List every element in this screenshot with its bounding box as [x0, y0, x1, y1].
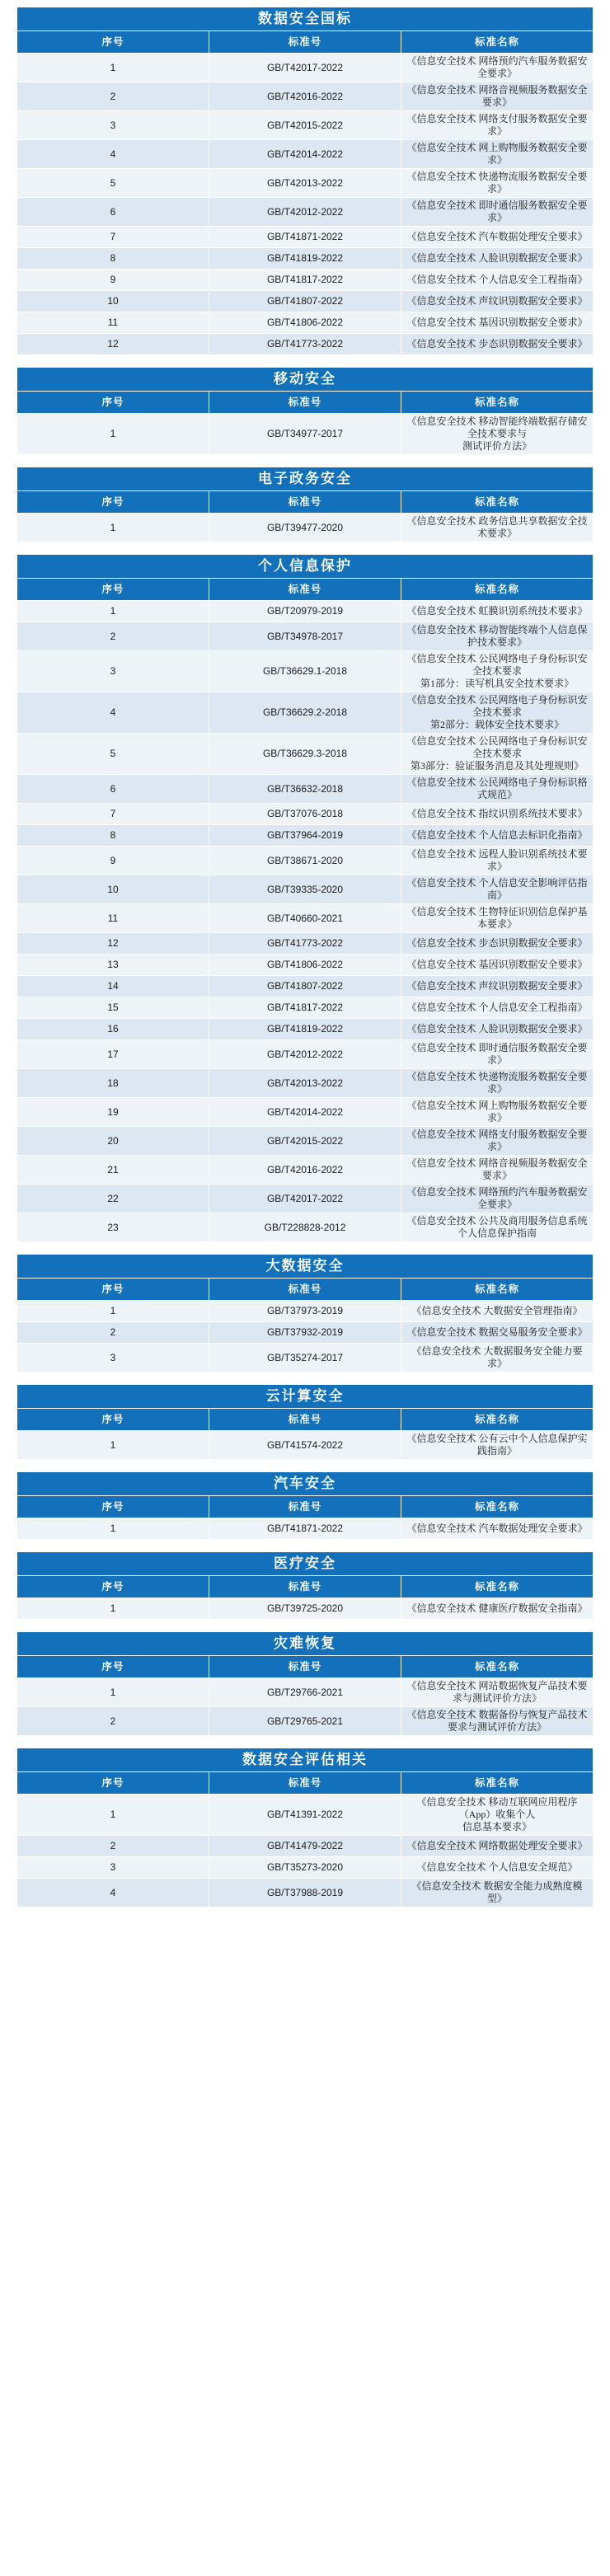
table-header-row	[17, 1656, 594, 1678]
cell-index: 14	[17, 976, 209, 997]
table-row	[17, 976, 594, 997]
table-row	[17, 169, 594, 198]
cell-standard-code: GB/T42012-2022	[209, 198, 401, 227]
table-row	[17, 601, 594, 622]
cell-index: 4	[17, 1879, 209, 1907]
section-title: 个人信息保护	[17, 555, 594, 579]
cell-standard-name: 《信息安全技术 个人信息安全工程指南》	[401, 270, 594, 291]
cell-standard-code: GB/T35274-2017	[209, 1344, 401, 1372]
cell-standard-name: 《信息安全技术 网上购物服务数据安全要求》	[401, 1098, 594, 1127]
cell-index: 12	[17, 334, 209, 355]
cell-standard-name: 《信息安全技术 移动智能终端个人信息保护技术要求》	[401, 622, 594, 651]
cell-standard-name: 《信息安全技术 网站数据恢复产品技术要求与测试评价方法》	[401, 1678, 594, 1707]
cell-standard-name: 《信息安全技术 人脸识别数据安全要求》	[401, 1019, 594, 1040]
section-title: 灾难恢复	[17, 1632, 594, 1656]
text-line: 第2部分：载体安全技术要求》	[429, 719, 564, 730]
cell-standard-code: GB/T37932-2019	[209, 1322, 401, 1344]
cell-standard-code: GB/T42013-2022	[209, 1069, 401, 1098]
table-header-row	[17, 1279, 594, 1301]
cell-index: 7	[17, 227, 209, 248]
cell-index: 1	[17, 1431, 209, 1460]
cell-standard-code: GB/T42014-2022	[209, 140, 401, 169]
cell-standard-name: 《信息安全技术 数据交易服务安全要求》	[401, 1322, 594, 1344]
text-line: 《信息安全技术 移动智能终端数据存储安全技术要求与	[406, 415, 588, 439]
cell-index: 8	[17, 825, 209, 847]
cell-standard-code: GB/T35273-2020	[209, 1857, 401, 1879]
cell-standard-name: 《信息安全技术 基因识别数据安全要求》	[401, 955, 594, 976]
table-header-row	[17, 579, 594, 601]
standards-section	[16, 1384, 594, 1460]
cell-index: 1	[17, 514, 209, 542]
cell-standard-code: GB/T29766-2021	[209, 1678, 401, 1707]
column-header-code: 标准号	[209, 1409, 401, 1431]
section-title: 大数据安全	[17, 1255, 594, 1279]
cell-index: 12	[17, 933, 209, 955]
cell-standard-code: GB/T41479-2022	[209, 1836, 401, 1857]
table-row	[17, 1879, 594, 1907]
column-header-index: 序号	[17, 1409, 209, 1431]
column-header-index: 序号	[17, 579, 209, 601]
cell-standard-code: GB/T37988-2019	[209, 1879, 401, 1907]
standards-section	[16, 367, 594, 455]
column-header-index: 序号	[17, 392, 209, 414]
cell-index: 15	[17, 997, 209, 1019]
cell-standard-code: GB/T20979-2019	[209, 601, 401, 622]
standards-section	[16, 467, 594, 542]
cell-standard-name: 《信息安全技术 即时通信服务数据安全要求》	[401, 198, 594, 227]
cell-index: 3	[17, 651, 209, 692]
cell-index: 1	[17, 1598, 209, 1620]
standards-section	[16, 1748, 594, 1907]
text-line: 《信息安全技术 公民网络电子身份标识安全技术要求	[406, 653, 588, 677]
cell-standard-code: GB/T34977-2017	[209, 414, 401, 455]
table-row	[17, 198, 594, 227]
cell-index: 17	[17, 1040, 209, 1069]
text-line: 信息基本要求》	[462, 1821, 532, 1832]
table-row	[17, 1301, 594, 1322]
standards-table	[16, 1384, 594, 1460]
standards-section	[16, 554, 594, 1242]
cell-standard-code: GB/T41773-2022	[209, 334, 401, 355]
table-row	[17, 825, 594, 847]
table-row	[17, 1598, 594, 1620]
cell-standard-name: 《信息安全技术 网络支付服务数据安全要求》	[401, 111, 594, 140]
cell-standard-code: GB/T36629.3-2018	[209, 734, 401, 775]
cell-index: 2	[17, 1322, 209, 1344]
standards-table	[16, 1471, 594, 1540]
cell-standard-name: 《信息安全技术 汽车数据处理安全要求》	[401, 227, 594, 248]
text-line: 《信息安全技术 公民网络电子身份标识安全技术要求	[406, 735, 588, 759]
cell-standard-name: 《信息安全技术 个人信息安全规范》	[401, 1857, 594, 1879]
cell-standard-name	[401, 651, 594, 692]
cell-standard-name: 《信息安全技术 公有云中个人信息保护实践指南》	[401, 1431, 594, 1460]
cell-standard-name: 《信息安全技术 即时通信服务数据安全要求》	[401, 1040, 594, 1069]
table-row	[17, 804, 594, 825]
cell-standard-code: GB/T40660-2021	[209, 904, 401, 933]
cell-standard-code: GB/T42017-2022	[209, 54, 401, 82]
column-header-index: 序号	[17, 1576, 209, 1598]
cell-standard-name: 《信息安全技术 公共及商用服务信息系统个人信息保护指南	[401, 1213, 594, 1242]
cell-standard-code: GB/T39335-2020	[209, 875, 401, 904]
table-row	[17, 904, 594, 933]
section-title: 电子政务安全	[17, 467, 594, 491]
cell-standard-name	[401, 734, 594, 775]
table-header-row	[17, 1496, 594, 1518]
table-row	[17, 334, 594, 355]
table-row	[17, 82, 594, 111]
cell-standard-name: 《信息安全技术 步态识别数据安全要求》	[401, 933, 594, 955]
table-row	[17, 1127, 594, 1156]
table-row	[17, 1156, 594, 1185]
cell-standard-name: 《信息安全技术 生物特征识别信息保护基本要求》	[401, 904, 594, 933]
cell-index: 2	[17, 622, 209, 651]
cell-standard-name: 《信息安全技术 大数据安全管理指南》	[401, 1301, 594, 1322]
table-row	[17, 1707, 594, 1736]
cell-index: 21	[17, 1156, 209, 1185]
text-line: 第3部分：验证服务消息及其处理规则》	[410, 760, 584, 772]
table-row	[17, 54, 594, 82]
cell-standard-code: GB/T42017-2022	[209, 1185, 401, 1213]
table-row	[17, 1431, 594, 1460]
cell-standard-code: GB/T29765-2021	[209, 1707, 401, 1736]
cell-index: 2	[17, 1836, 209, 1857]
standards-table	[16, 7, 594, 355]
cell-index: 1	[17, 1678, 209, 1707]
cell-standard-name	[401, 414, 594, 455]
standards-table	[16, 1254, 594, 1372]
table-row	[17, 1518, 594, 1540]
section-title: 汽车安全	[17, 1472, 594, 1496]
cell-standard-code: GB/T41819-2022	[209, 1019, 401, 1040]
cell-standard-name: 《信息安全技术 基因识别数据安全要求》	[401, 312, 594, 334]
cell-standard-name: 《信息安全技术 政务信息共享数据安全技术要求》	[401, 514, 594, 542]
cell-standard-name: 《信息安全技术 健康医疗数据安全指南》	[401, 1598, 594, 1620]
cell-index: 10	[17, 875, 209, 904]
cell-index: 6	[17, 198, 209, 227]
cell-index: 18	[17, 1069, 209, 1098]
table-row	[17, 692, 594, 734]
table-row	[17, 1678, 594, 1707]
standards-table	[16, 367, 594, 455]
table-row	[17, 1344, 594, 1372]
cell-index: 22	[17, 1185, 209, 1213]
cell-standard-code: GB/T41819-2022	[209, 248, 401, 270]
cell-index: 19	[17, 1098, 209, 1127]
cell-index: 9	[17, 270, 209, 291]
standards-table	[16, 1631, 594, 1736]
standards-table	[16, 554, 594, 1242]
cell-standard-name: 《信息安全技术 网络支付服务数据安全要求》	[401, 1127, 594, 1156]
column-header-name: 标准名称	[401, 31, 594, 54]
cell-standard-code: GB/T42015-2022	[209, 1127, 401, 1156]
cell-standard-code: GB/T36629.1-2018	[209, 651, 401, 692]
table-row	[17, 1098, 594, 1127]
text-line: 《信息安全技术 移动互联网应用程序（App）收集个人	[416, 1796, 578, 1820]
column-header-name: 标准名称	[401, 1409, 594, 1431]
table-header-row	[17, 31, 594, 54]
standards-section	[16, 1471, 594, 1540]
table-row	[17, 1040, 594, 1069]
cell-standard-code: GB/T34978-2017	[209, 622, 401, 651]
cell-index: 13	[17, 955, 209, 976]
standards-table	[16, 1551, 594, 1620]
column-header-index: 序号	[17, 491, 209, 514]
table-row	[17, 514, 594, 542]
cell-index: 1	[17, 1518, 209, 1540]
cell-standard-code: GB/T39725-2020	[209, 1598, 401, 1620]
cell-index: 3	[17, 1857, 209, 1879]
cell-standard-name: 《信息安全技术 个人信息安全工程指南》	[401, 997, 594, 1019]
table-row	[17, 270, 594, 291]
column-header-code: 标准号	[209, 1656, 401, 1678]
table-row	[17, 955, 594, 976]
cell-standard-name: 《信息安全技术 个人信息去标识化指南》	[401, 825, 594, 847]
text-line: 测试评价方法》	[462, 440, 532, 452]
cell-standard-name: 《信息安全技术 汽车数据处理安全要求》	[401, 1518, 594, 1540]
cell-standard-code: GB/T41871-2022	[209, 1518, 401, 1540]
column-header-index: 序号	[17, 1656, 209, 1678]
cell-standard-code: GB/T37973-2019	[209, 1301, 401, 1322]
cell-standard-code: GB/T42014-2022	[209, 1098, 401, 1127]
cell-standard-name: 《信息安全技术 网络数据处理安全要求》	[401, 1836, 594, 1857]
table-header-row	[17, 392, 594, 414]
cell-standard-code: GB/T42015-2022	[209, 111, 401, 140]
cell-standard-code: GB/T228828-2012	[209, 1213, 401, 1242]
cell-standard-code: GB/T36632-2018	[209, 775, 401, 804]
cell-index: 3	[17, 111, 209, 140]
cell-standard-name: 《信息安全技术 声纹识别数据安全要求》	[401, 291, 594, 312]
table-row	[17, 1836, 594, 1857]
cell-index: 11	[17, 904, 209, 933]
column-header-code: 标准号	[209, 491, 401, 514]
cell-index: 5	[17, 734, 209, 775]
cell-standard-name: 《信息安全技术 网络音视频服务数据安全要求》	[401, 82, 594, 111]
cell-standard-name: 《信息安全技术 虹膜识别系统技术要求》	[401, 601, 594, 622]
cell-standard-name: 《信息安全技术 数据备份与恢复产品技术要求与测试评价方法》	[401, 1707, 594, 1736]
column-header-index: 序号	[17, 31, 209, 54]
section-title: 移动安全	[17, 368, 594, 392]
table-row	[17, 291, 594, 312]
section-title: 医疗安全	[17, 1552, 594, 1576]
cell-standard-name: 《信息安全技术 快递物流服务数据安全要求》	[401, 169, 594, 198]
cell-standard-code: GB/T36629.2-2018	[209, 692, 401, 734]
section-title: 数据安全国标	[17, 7, 594, 31]
column-header-name: 标准名称	[401, 1279, 594, 1301]
table-row	[17, 1069, 594, 1098]
table-row	[17, 775, 594, 804]
cell-standard-name: 《信息安全技术 大数据服务安全能力要求》	[401, 1344, 594, 1372]
table-row	[17, 1322, 594, 1344]
table-row	[17, 997, 594, 1019]
table-row	[17, 227, 594, 248]
cell-standard-name: 《信息安全技术 网络预约汽车服务数据安全要求》	[401, 54, 594, 82]
cell-index: 10	[17, 291, 209, 312]
column-header-name: 标准名称	[401, 1656, 594, 1678]
cell-standard-code: GB/T39477-2020	[209, 514, 401, 542]
table-row	[17, 651, 594, 692]
cell-index: 4	[17, 140, 209, 169]
column-header-name: 标准名称	[401, 1772, 594, 1795]
cell-index: 9	[17, 847, 209, 875]
column-header-code: 标准号	[209, 392, 401, 414]
table-row	[17, 1019, 594, 1040]
standards-section	[16, 1631, 594, 1736]
column-header-code: 标准号	[209, 1279, 401, 1301]
cell-index: 1	[17, 601, 209, 622]
cell-index: 1	[17, 1301, 209, 1322]
cell-standard-name: 《信息安全技术 网络预约汽车服务数据安全要求》	[401, 1185, 594, 1213]
cell-standard-name: 《信息安全技术 声纹识别数据安全要求》	[401, 976, 594, 997]
column-header-code: 标准号	[209, 579, 401, 601]
cell-standard-code: GB/T42012-2022	[209, 1040, 401, 1069]
cell-index: 16	[17, 1019, 209, 1040]
table-row	[17, 1185, 594, 1213]
cell-index: 7	[17, 804, 209, 825]
cell-index: 4	[17, 692, 209, 734]
table-row	[17, 875, 594, 904]
table-row	[17, 414, 594, 455]
column-header-name: 标准名称	[401, 579, 594, 601]
column-header-code: 标准号	[209, 31, 401, 54]
table-row	[17, 248, 594, 270]
standards-table	[16, 1748, 594, 1907]
cell-index: 1	[17, 1795, 209, 1836]
table-row	[17, 622, 594, 651]
cell-standard-code: GB/T42013-2022	[209, 169, 401, 198]
cell-standard-code: GB/T41871-2022	[209, 227, 401, 248]
table-row	[17, 1213, 594, 1242]
cell-standard-code: GB/T41817-2022	[209, 270, 401, 291]
section-title: 云计算安全	[17, 1385, 594, 1409]
cell-standard-code: GB/T41773-2022	[209, 933, 401, 955]
column-header-name: 标准名称	[401, 392, 594, 414]
cell-standard-code: GB/T41806-2022	[209, 955, 401, 976]
text-line: 第1部分：读写机具安全技术要求》	[420, 678, 574, 689]
table-row	[17, 1795, 594, 1836]
table-row	[17, 111, 594, 140]
table-row	[17, 734, 594, 775]
table-row	[17, 933, 594, 955]
table-row	[17, 140, 594, 169]
cell-standard-name: 《信息安全技术 网络音视频服务数据安全要求》	[401, 1156, 594, 1185]
cell-standard-name: 《信息安全技术 指纹识别系统技术要求》	[401, 804, 594, 825]
cell-index: 1	[17, 54, 209, 82]
cell-standard-name	[401, 1795, 594, 1836]
cell-standard-code: GB/T41391-2022	[209, 1795, 401, 1836]
column-header-name: 标准名称	[401, 491, 594, 514]
cell-standard-code: GB/T42016-2022	[209, 82, 401, 111]
cell-standard-name: 《信息安全技术 个人信息安全影响评估指南》	[401, 875, 594, 904]
table-header-row	[17, 1409, 594, 1431]
table-header-row	[17, 1576, 594, 1598]
cell-standard-name: 《信息安全技术 人脸识别数据安全要求》	[401, 248, 594, 270]
cell-standard-code: GB/T38671-2020	[209, 847, 401, 875]
cell-index: 8	[17, 248, 209, 270]
cell-standard-name: 《信息安全技术 公民网络电子身份标识格式规范》	[401, 775, 594, 804]
cell-index: 1	[17, 414, 209, 455]
column-header-code: 标准号	[209, 1496, 401, 1518]
cell-standard-code: GB/T42016-2022	[209, 1156, 401, 1185]
standards-section	[16, 1254, 594, 1372]
cell-standard-code: GB/T37964-2019	[209, 825, 401, 847]
cell-standard-code: GB/T37076-2018	[209, 804, 401, 825]
cell-standard-code: GB/T41807-2022	[209, 976, 401, 997]
standards-table	[16, 467, 594, 542]
cell-index: 5	[17, 169, 209, 198]
standards-section	[16, 7, 594, 355]
cell-standard-name: 《信息安全技术 远程人脸识别系统技术要求》	[401, 847, 594, 875]
cell-index: 3	[17, 1344, 209, 1372]
column-header-name: 标准名称	[401, 1576, 594, 1598]
column-header-name: 标准名称	[401, 1496, 594, 1518]
cell-standard-code: GB/T41574-2022	[209, 1431, 401, 1460]
table-header-row	[17, 1772, 594, 1795]
cell-standard-name	[401, 692, 594, 734]
cell-standard-code: GB/T41817-2022	[209, 997, 401, 1019]
column-header-code: 标准号	[209, 1772, 401, 1795]
cell-index: 11	[17, 312, 209, 334]
text-line: 《信息安全技术 公民网络电子身份标识安全技术要求	[406, 694, 588, 718]
cell-index: 2	[17, 82, 209, 111]
cell-standard-name: 《信息安全技术 步态识别数据安全要求》	[401, 334, 594, 355]
standards-section	[16, 1551, 594, 1620]
cell-standard-code: GB/T41806-2022	[209, 312, 401, 334]
column-header-index: 序号	[17, 1279, 209, 1301]
table-row	[17, 312, 594, 334]
cell-index: 2	[17, 1707, 209, 1736]
column-header-index: 序号	[17, 1772, 209, 1795]
table-header-row	[17, 491, 594, 514]
cell-standard-name: 《信息安全技术 数据安全能力成熟度模型》	[401, 1879, 594, 1907]
cell-index: 20	[17, 1127, 209, 1156]
cell-index: 23	[17, 1213, 209, 1242]
column-header-index: 序号	[17, 1496, 209, 1518]
cell-index: 6	[17, 775, 209, 804]
cell-standard-code: GB/T41807-2022	[209, 291, 401, 312]
cell-standard-name: 《信息安全技术 快递物流服务数据安全要求》	[401, 1069, 594, 1098]
table-row	[17, 847, 594, 875]
table-row	[17, 1857, 594, 1879]
section-title: 数据安全评估相关	[17, 1748, 594, 1772]
column-header-code: 标准号	[209, 1576, 401, 1598]
cell-standard-name: 《信息安全技术 网上购物服务数据安全要求》	[401, 140, 594, 169]
